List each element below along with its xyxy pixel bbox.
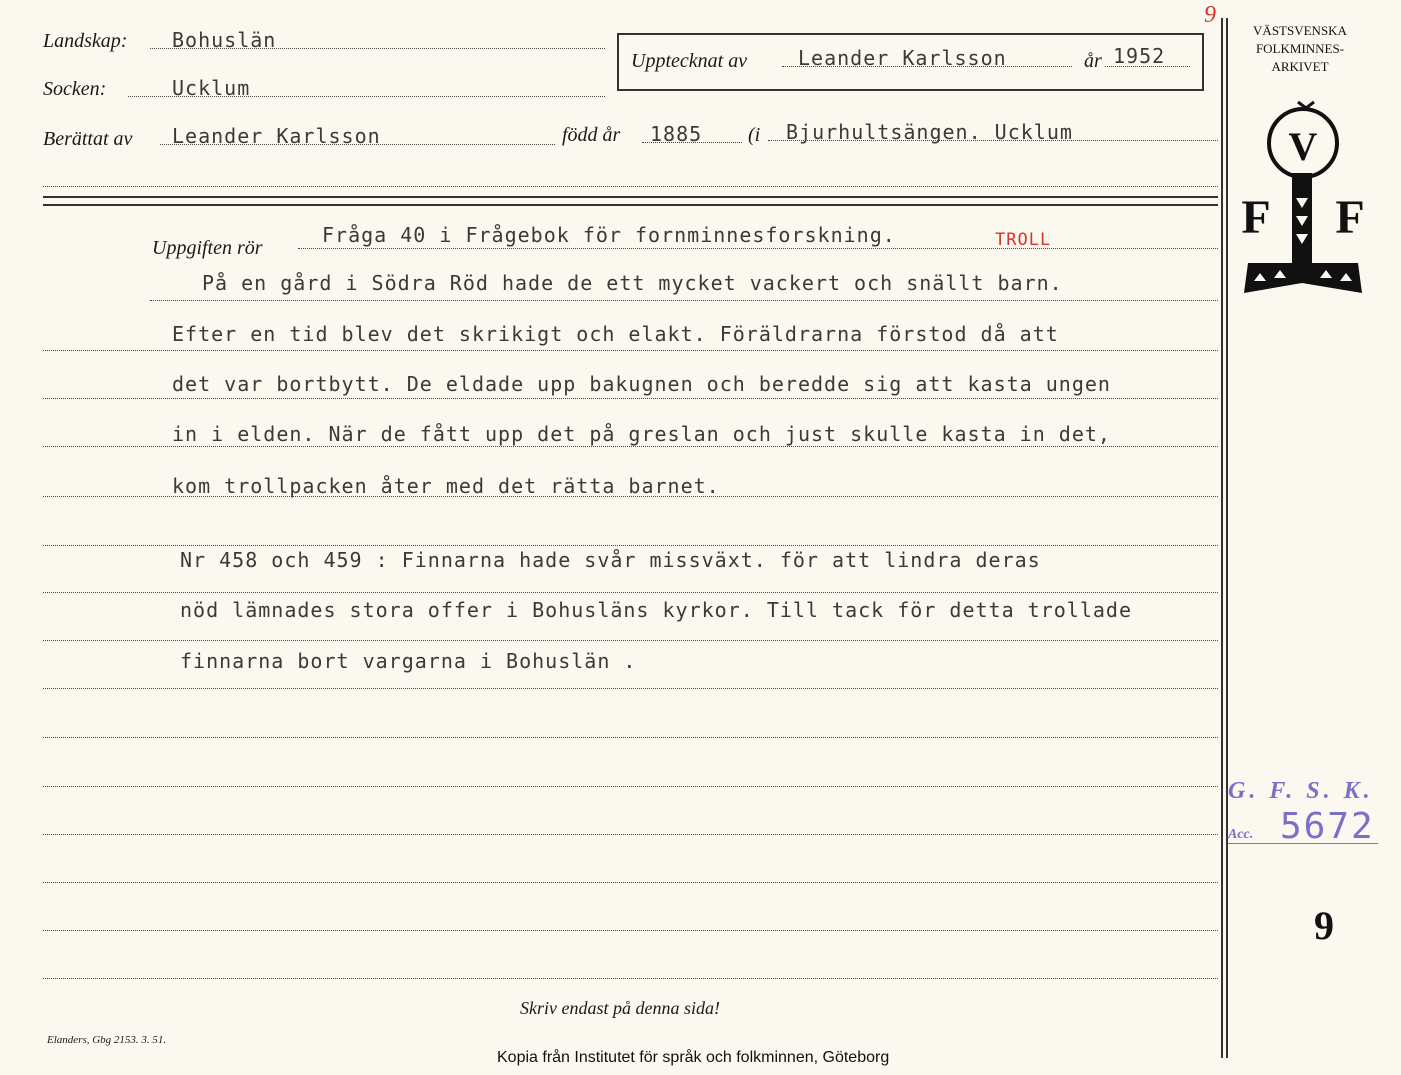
header-rule-bottom bbox=[43, 204, 1218, 206]
ar-value: 1952 bbox=[1113, 44, 1166, 68]
ruled-line bbox=[43, 688, 1218, 689]
archive-name-line-1: VÄSTSVENSKA bbox=[1253, 23, 1347, 38]
ruled-line bbox=[150, 300, 1218, 301]
berattat-value: Leander Karlsson bbox=[172, 124, 381, 148]
fodd-line bbox=[642, 142, 742, 143]
upptecknat-line bbox=[782, 66, 1072, 67]
page-number: 9 bbox=[1314, 903, 1334, 948]
stamp-acc-number: 5672 bbox=[1280, 806, 1375, 847]
logo-letter-v: V bbox=[1288, 124, 1318, 169]
ruled-line bbox=[43, 592, 1218, 593]
landskap-value: Bohuslän bbox=[172, 28, 277, 52]
note-line-3: finnarna bort vargarna i Bohuslän . bbox=[180, 649, 637, 673]
berattat-line bbox=[160, 144, 555, 145]
socken-value: Ucklum bbox=[172, 76, 251, 100]
landskap-label: Landskap: bbox=[43, 30, 128, 52]
stamp-underline bbox=[1228, 843, 1378, 844]
margin-rule-left bbox=[1221, 18, 1223, 1058]
uppgiften-value: Fråga 40 i Frågebok för fornminnesforskning. bbox=[322, 223, 896, 247]
story-line-5: kom trollpacken åter med det rätta barnet. bbox=[172, 474, 720, 498]
story-line-4: in i elden. När de fått upp det på greslan och just skulle kasta in det, bbox=[172, 422, 1111, 446]
uppgiften-line bbox=[298, 248, 1218, 249]
story-line-2: Efter en tid blev det skrikigt och elakt. Föräldrarna förstod då att bbox=[172, 322, 1059, 346]
story-line-1: På en gård i Södra Röd hade de ett mycket vackert och snällt barn. bbox=[202, 271, 1063, 295]
i-line bbox=[768, 140, 1218, 141]
berattat-label: Berättat av bbox=[43, 128, 133, 150]
uppgiften-label: Uppgiften rör bbox=[152, 237, 263, 259]
ar-label: år bbox=[1084, 50, 1102, 72]
ruled-line bbox=[43, 545, 1218, 546]
socken-line bbox=[128, 96, 605, 97]
margin-rule-right bbox=[1226, 18, 1228, 1058]
archive-name-line-3: ARKIVET bbox=[1271, 59, 1329, 74]
ruled-line bbox=[43, 446, 1218, 447]
ruled-line bbox=[43, 834, 1218, 835]
troll-note: TROLL bbox=[995, 230, 1052, 250]
footer-instruction: Skriv endast på denna sida! bbox=[520, 998, 720, 1018]
logo-letter-f-right: F bbox=[1335, 191, 1365, 244]
ruled-line bbox=[43, 978, 1218, 979]
logo-letter-f-left: F bbox=[1241, 191, 1271, 244]
note-line-1: Nr 458 och 459 : Finnarna hade svår missväxt. för att lindra deras bbox=[180, 548, 1041, 572]
story-line-3: det var bortbytt. De eldade upp bakugnen och beredde sig att kasta ungen bbox=[172, 372, 1111, 396]
fodd-value: 1885 bbox=[650, 122, 703, 146]
ruled-line bbox=[43, 350, 1218, 351]
socken-label: Socken: bbox=[43, 78, 107, 100]
red-page-number: 9 bbox=[1204, 2, 1216, 28]
landskap-line bbox=[150, 48, 605, 49]
ruled-line bbox=[43, 737, 1218, 738]
upptecknat-value: Leander Karlsson bbox=[798, 46, 1007, 70]
stamp-acc-label: Acc. bbox=[1228, 827, 1254, 842]
upptecknat-label: Upptecknat av bbox=[631, 50, 748, 72]
ruled-line bbox=[43, 882, 1218, 883]
ruled-line bbox=[43, 640, 1218, 641]
fodd-label: född år bbox=[562, 124, 621, 146]
copy-notice: Kopia från Institutet för språk och folkminnen, Göteborg bbox=[497, 1049, 890, 1066]
stamp-line-1: G. F. S. K. bbox=[1228, 778, 1374, 804]
ruled-line bbox=[43, 786, 1218, 787]
ar-line bbox=[1105, 66, 1190, 67]
i-value: Bjurhultsängen. Ucklum bbox=[786, 120, 1073, 144]
archive-name bbox=[1240, 22, 1360, 76]
ruled-line bbox=[43, 930, 1218, 931]
ruled-line bbox=[43, 398, 1218, 399]
note-line-2: nöd lämnades stora offer i Bohusläns kyrkor. Till tack för detta trollade bbox=[180, 598, 1132, 622]
i-label: (i bbox=[748, 124, 761, 146]
extra-header-line bbox=[43, 186, 1218, 187]
header-rule-top bbox=[43, 196, 1218, 198]
archive-name-line-2: FOLKMINNES- bbox=[1255, 41, 1345, 56]
archive-logo bbox=[1240, 98, 1370, 308]
printer-mark: Elanders, Gbg 2153. 3. 51. bbox=[47, 1034, 167, 1046]
ruled-line bbox=[43, 496, 1218, 497]
